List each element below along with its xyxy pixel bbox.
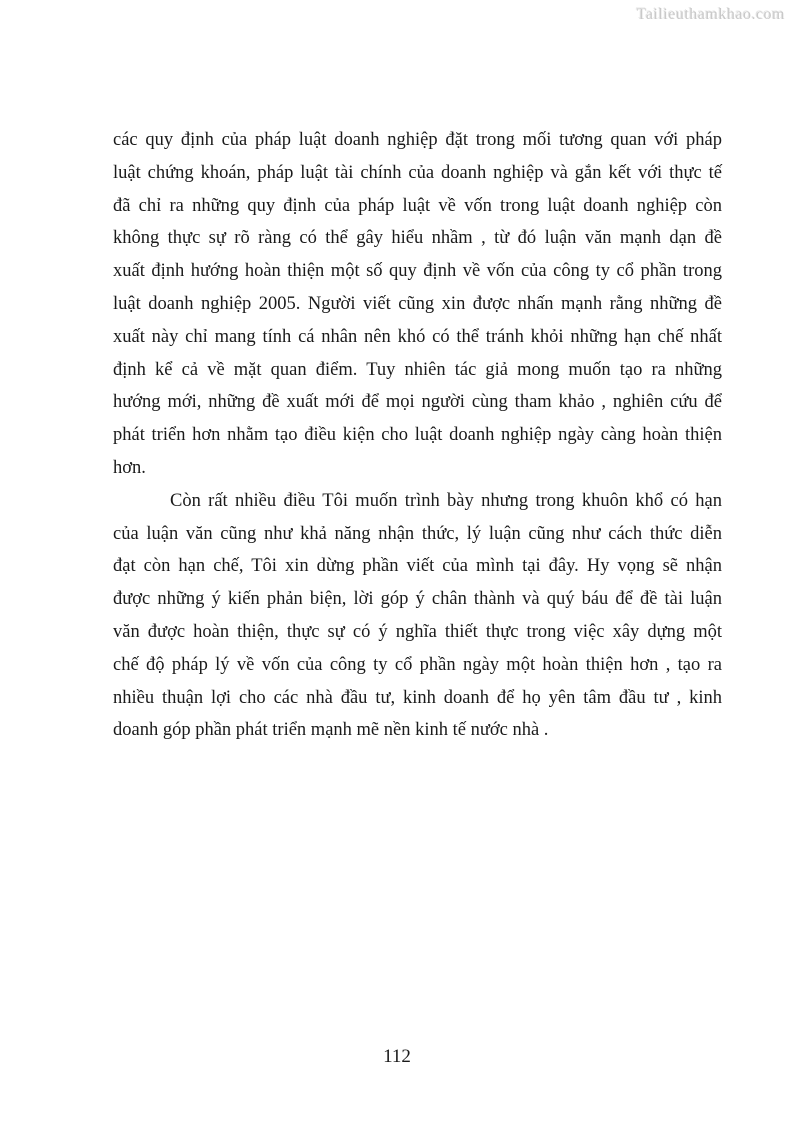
p1-line-3: đã chỉ ra những quy định của pháp luật về vốn trong luật doanh nghiệp còn — [113, 195, 722, 216]
p1-line-4: không thực sự rõ ràng có thể gây hiểu nhầm , từ đó luận văn mạnh dạn đề — [113, 228, 722, 249]
p1-line-11: hơn. — [113, 457, 146, 478]
p1-line-1: các quy định của pháp luật doanh nghiệp đặt trong mối tương quan với pháp — [113, 130, 722, 150]
watermark: Tailieuthamkhao.com — [636, 6, 785, 23]
p1-line-7: xuất này chỉ mang tính cá nhân nên khó có thể tránh khỏi những hạn chế nhất — [113, 326, 722, 347]
p1-line-9: hướng mới, những đề xuất mới để mọi người cùng tham khảo , nghiên cứu để — [113, 392, 722, 413]
p2-line-7: nhiều thuận lợi cho các nhà đầu tư, kinh doanh để họ yên tâm đầu tư , kinh — [113, 687, 722, 708]
p2-line-5: văn được hoàn thiện, thực sự có ý nghĩa thiết thực trong việc xây dựng một — [113, 621, 722, 642]
p2-line-6: chế độ pháp lý về vốn của công ty cổ phần ngày một hoàn thiện hơn , tạo ra — [113, 654, 722, 675]
p2-line-4: được những ý kiến phản biện, lời góp ý chân thành và quý báu để đề tài luận — [113, 589, 722, 610]
p1-line-10: phát triển hơn nhằm tạo điều kiện cho luật doanh nghiệp ngày càng hoàn thiện — [113, 425, 722, 446]
paragraph-2 — [113, 485, 722, 747]
p2-line-2: của luận văn cũng như khả năng nhận thức, lý luận cũng như cách thức diễn — [113, 523, 722, 544]
p2-line-8: doanh góp phần phát triển mạnh mẽ nền kinh tế nước nhà . — [113, 720, 549, 741]
p1-line-5: xuất định hướng hoàn thiện một số quy định về vốn của công ty cổ phần trong — [113, 261, 722, 282]
paragraph-1 — [113, 124, 722, 485]
p1-line-8: định kể cả về mặt quan điểm. Tuy nhiên tác giả mong muốn tạo ra những — [113, 359, 722, 380]
p1-line-6: luật doanh nghiệp 2005. Người viết cũng xin được nhấn mạnh rằng những đề — [113, 293, 722, 314]
page-number: 112 — [383, 1046, 411, 1067]
p2-line-3: đạt còn hạn chế, Tôi xin dừng phần viết của mình tại đây. Hy vọng sẽ nhận — [113, 556, 722, 577]
p2-line-1: Còn rất nhiều điều Tôi muốn trình bày nhưng trong khuôn khổ có hạn — [170, 490, 722, 511]
body-text — [113, 124, 722, 747]
p1-line-2: luật chứng khoán, pháp luật tài chính của doanh nghiệp và gắn kết với thực tế — [113, 162, 722, 183]
